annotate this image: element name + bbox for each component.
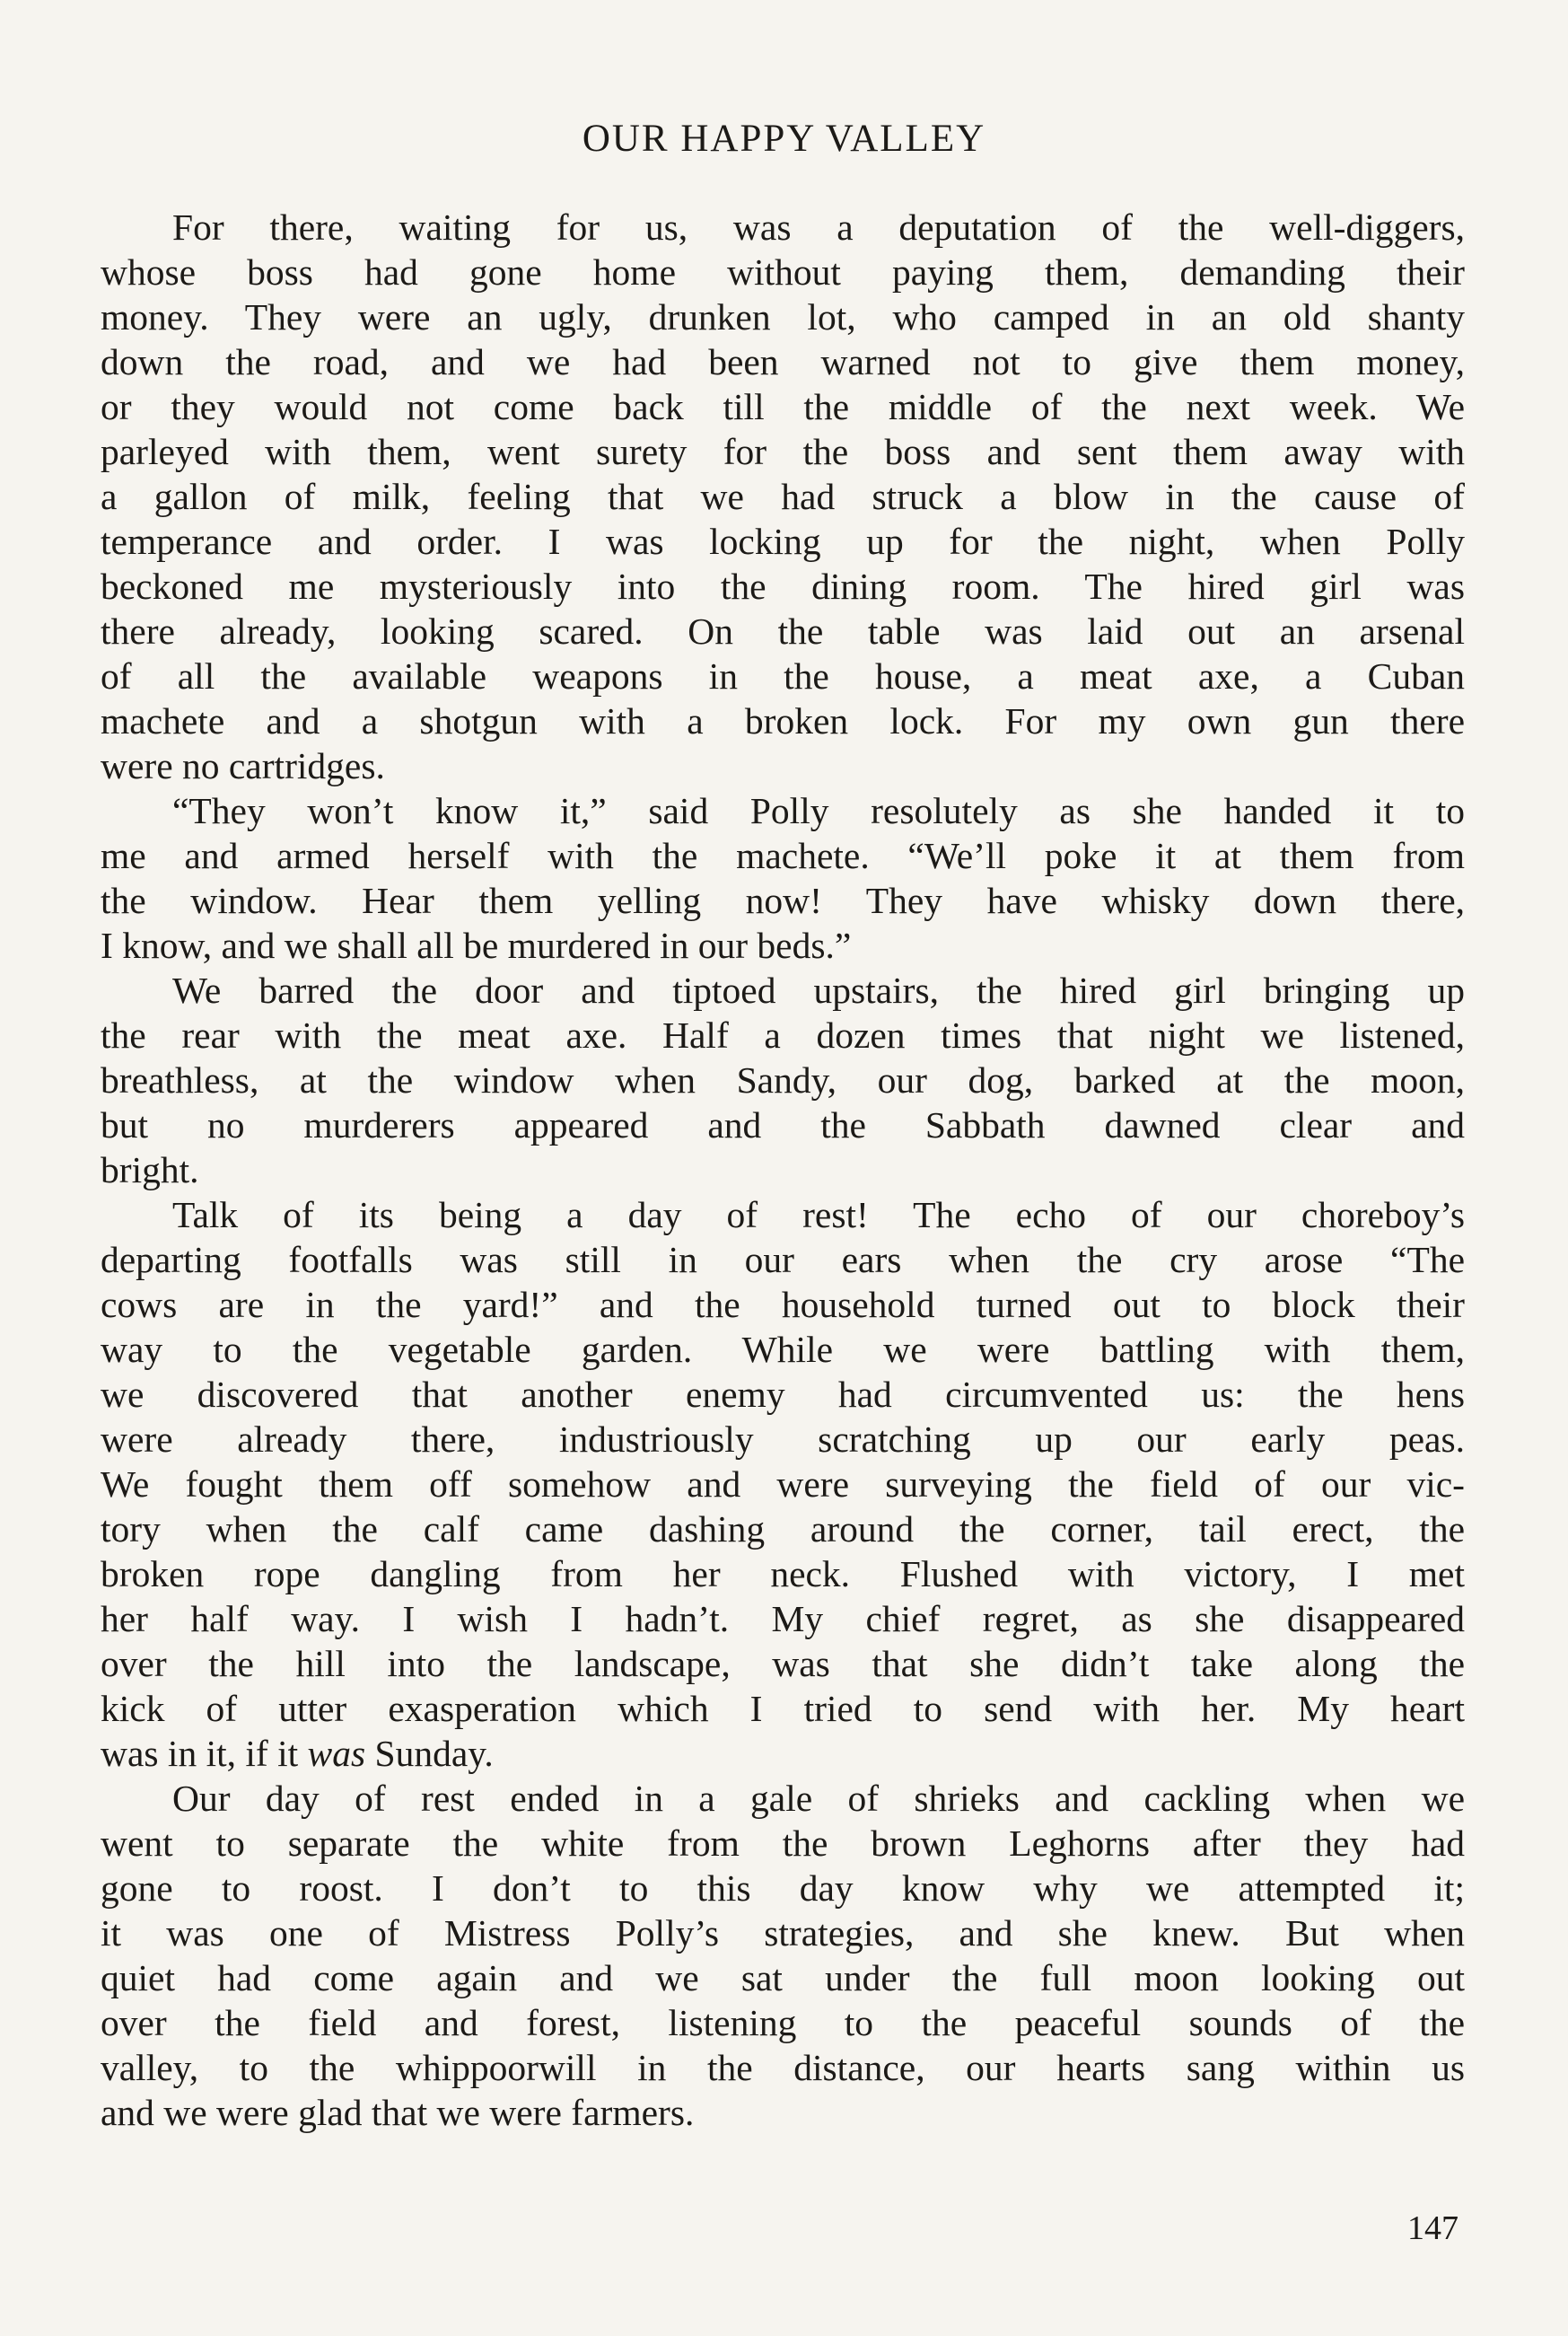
text-line: bright.: [101, 1149, 199, 1190]
text-line: over the hill into the landscape, was that she didn’t take along the: [101, 1643, 1465, 1684]
text-line: temperance and order. I was locking up for the night, when Polly: [101, 521, 1465, 562]
text-line: over the field and forest, listening to the peaceful sounds of the: [101, 2002, 1465, 2043]
text-line: it was one of Mistress Polly’s strategies, and she knew. But when: [101, 1912, 1465, 1954]
text-line: kick of utter exasperation which I tried to send with her. My heart: [101, 1688, 1465, 1729]
text-line: was in it, if it was Sunday.: [101, 1733, 494, 1774]
text-line: or they would not come back till the middle of the next week. We: [101, 386, 1465, 427]
text-line: me and armed herself with the machete. “We’ll poke it at them from: [101, 835, 1465, 876]
text-line: beckoned me mysteriously into the dining room. The hired girl was: [101, 566, 1465, 607]
text-line: broken rope dangling from her neck. Flushed with victory, I met: [101, 1553, 1465, 1594]
paragraph: [101, 788, 1465, 968]
text-line: a gallon of milk, feeling that we had struck a blow in the cause of: [101, 476, 1465, 517]
text-line: Our day of rest ended in a gale of shrieks and cackling when we: [172, 1778, 1465, 1819]
text-line: parleyed with them, went surety for the boss and sent them away with: [101, 431, 1465, 472]
text-line: tory when the calf came dashing around the corner, tail erect, the: [101, 1508, 1465, 1550]
text-line: but no murderers appeared and the Sabbath dawned clear and: [101, 1104, 1465, 1146]
text-line: the window. Hear them yelling now! They have whisky down there,: [101, 880, 1465, 921]
text-line: went to separate the white from the brown Leghorns after they had: [101, 1822, 1465, 1864]
text-line: gone to roost. I don’t to this day know why we attempted it;: [101, 1867, 1465, 1909]
paragraph: [101, 1192, 1465, 1776]
text-line: were no cartridges.: [101, 745, 385, 786]
paragraph: [101, 205, 1465, 788]
text-line: way to the vegetable garden. While we were battling with them,: [101, 1329, 1465, 1370]
text-line: money. They were an ugly, drunken lot, who camped in an old shanty: [101, 296, 1465, 338]
text-line: down the road, and we had been warned not to give them money,: [101, 341, 1465, 382]
paragraph: [101, 968, 1465, 1192]
text-line: valley, to the whippoorwill in the distance, our hearts sang within us: [101, 2047, 1465, 2088]
text-line: of all the available weapons in the house, a meat axe, a Cuban: [101, 655, 1465, 697]
text-line: machete and a shotgun with a broken lock. For my own gun there: [101, 700, 1465, 742]
page-number: 147: [1407, 2209, 1459, 2247]
text-line: departing footfalls was still in our ears when the cry arose “The: [101, 1239, 1465, 1280]
text-line: there already, looking scared. On the table was laid out an arsenal: [101, 610, 1465, 652]
text-line: and we were glad that we were farmers.: [101, 2092, 695, 2133]
text-line: I know, and we shall all be murdered in our beds.”: [101, 925, 852, 966]
text-line: Talk of its being a day of rest! The echo of our choreboy’s: [172, 1194, 1465, 1235]
text-line: whose boss had gone home without paying them, demanding their: [101, 251, 1465, 293]
text-line: “They won’t know it,” said Polly resolutely as she handed it to: [172, 790, 1465, 831]
text-line: We fought them off somehow and were surveying the field of our vic-: [101, 1463, 1465, 1505]
paragraph: [101, 1776, 1465, 2135]
body-text: [101, 205, 1465, 2135]
text-line: We barred the door and tiptoed upstairs, the hired girl bringing up: [172, 970, 1465, 1011]
text-line: For there, waiting for us, was a deputation of the well-diggers,: [172, 206, 1465, 248]
text-line: cows are in the yard!” and the household turned out to block their: [101, 1284, 1465, 1325]
text-line: breathless, at the window when Sandy, our dog, barked at the moon,: [101, 1059, 1465, 1101]
text-line: her half way. I wish I hadn’t. My chief regret, as she disappeared: [101, 1598, 1465, 1639]
text-line: we discovered that another enemy had circumvented us: the hens: [101, 1374, 1465, 1415]
text-line: quiet had come again and we sat under the full moon looking out: [101, 1957, 1465, 1998]
running-head: OUR HAPPY VALLEY: [582, 118, 986, 160]
text-line: the rear with the meat axe. Half a dozen times that night we listened,: [101, 1014, 1465, 1056]
text-line: were already there, industriously scratching up our early peas.: [101, 1418, 1465, 1460]
